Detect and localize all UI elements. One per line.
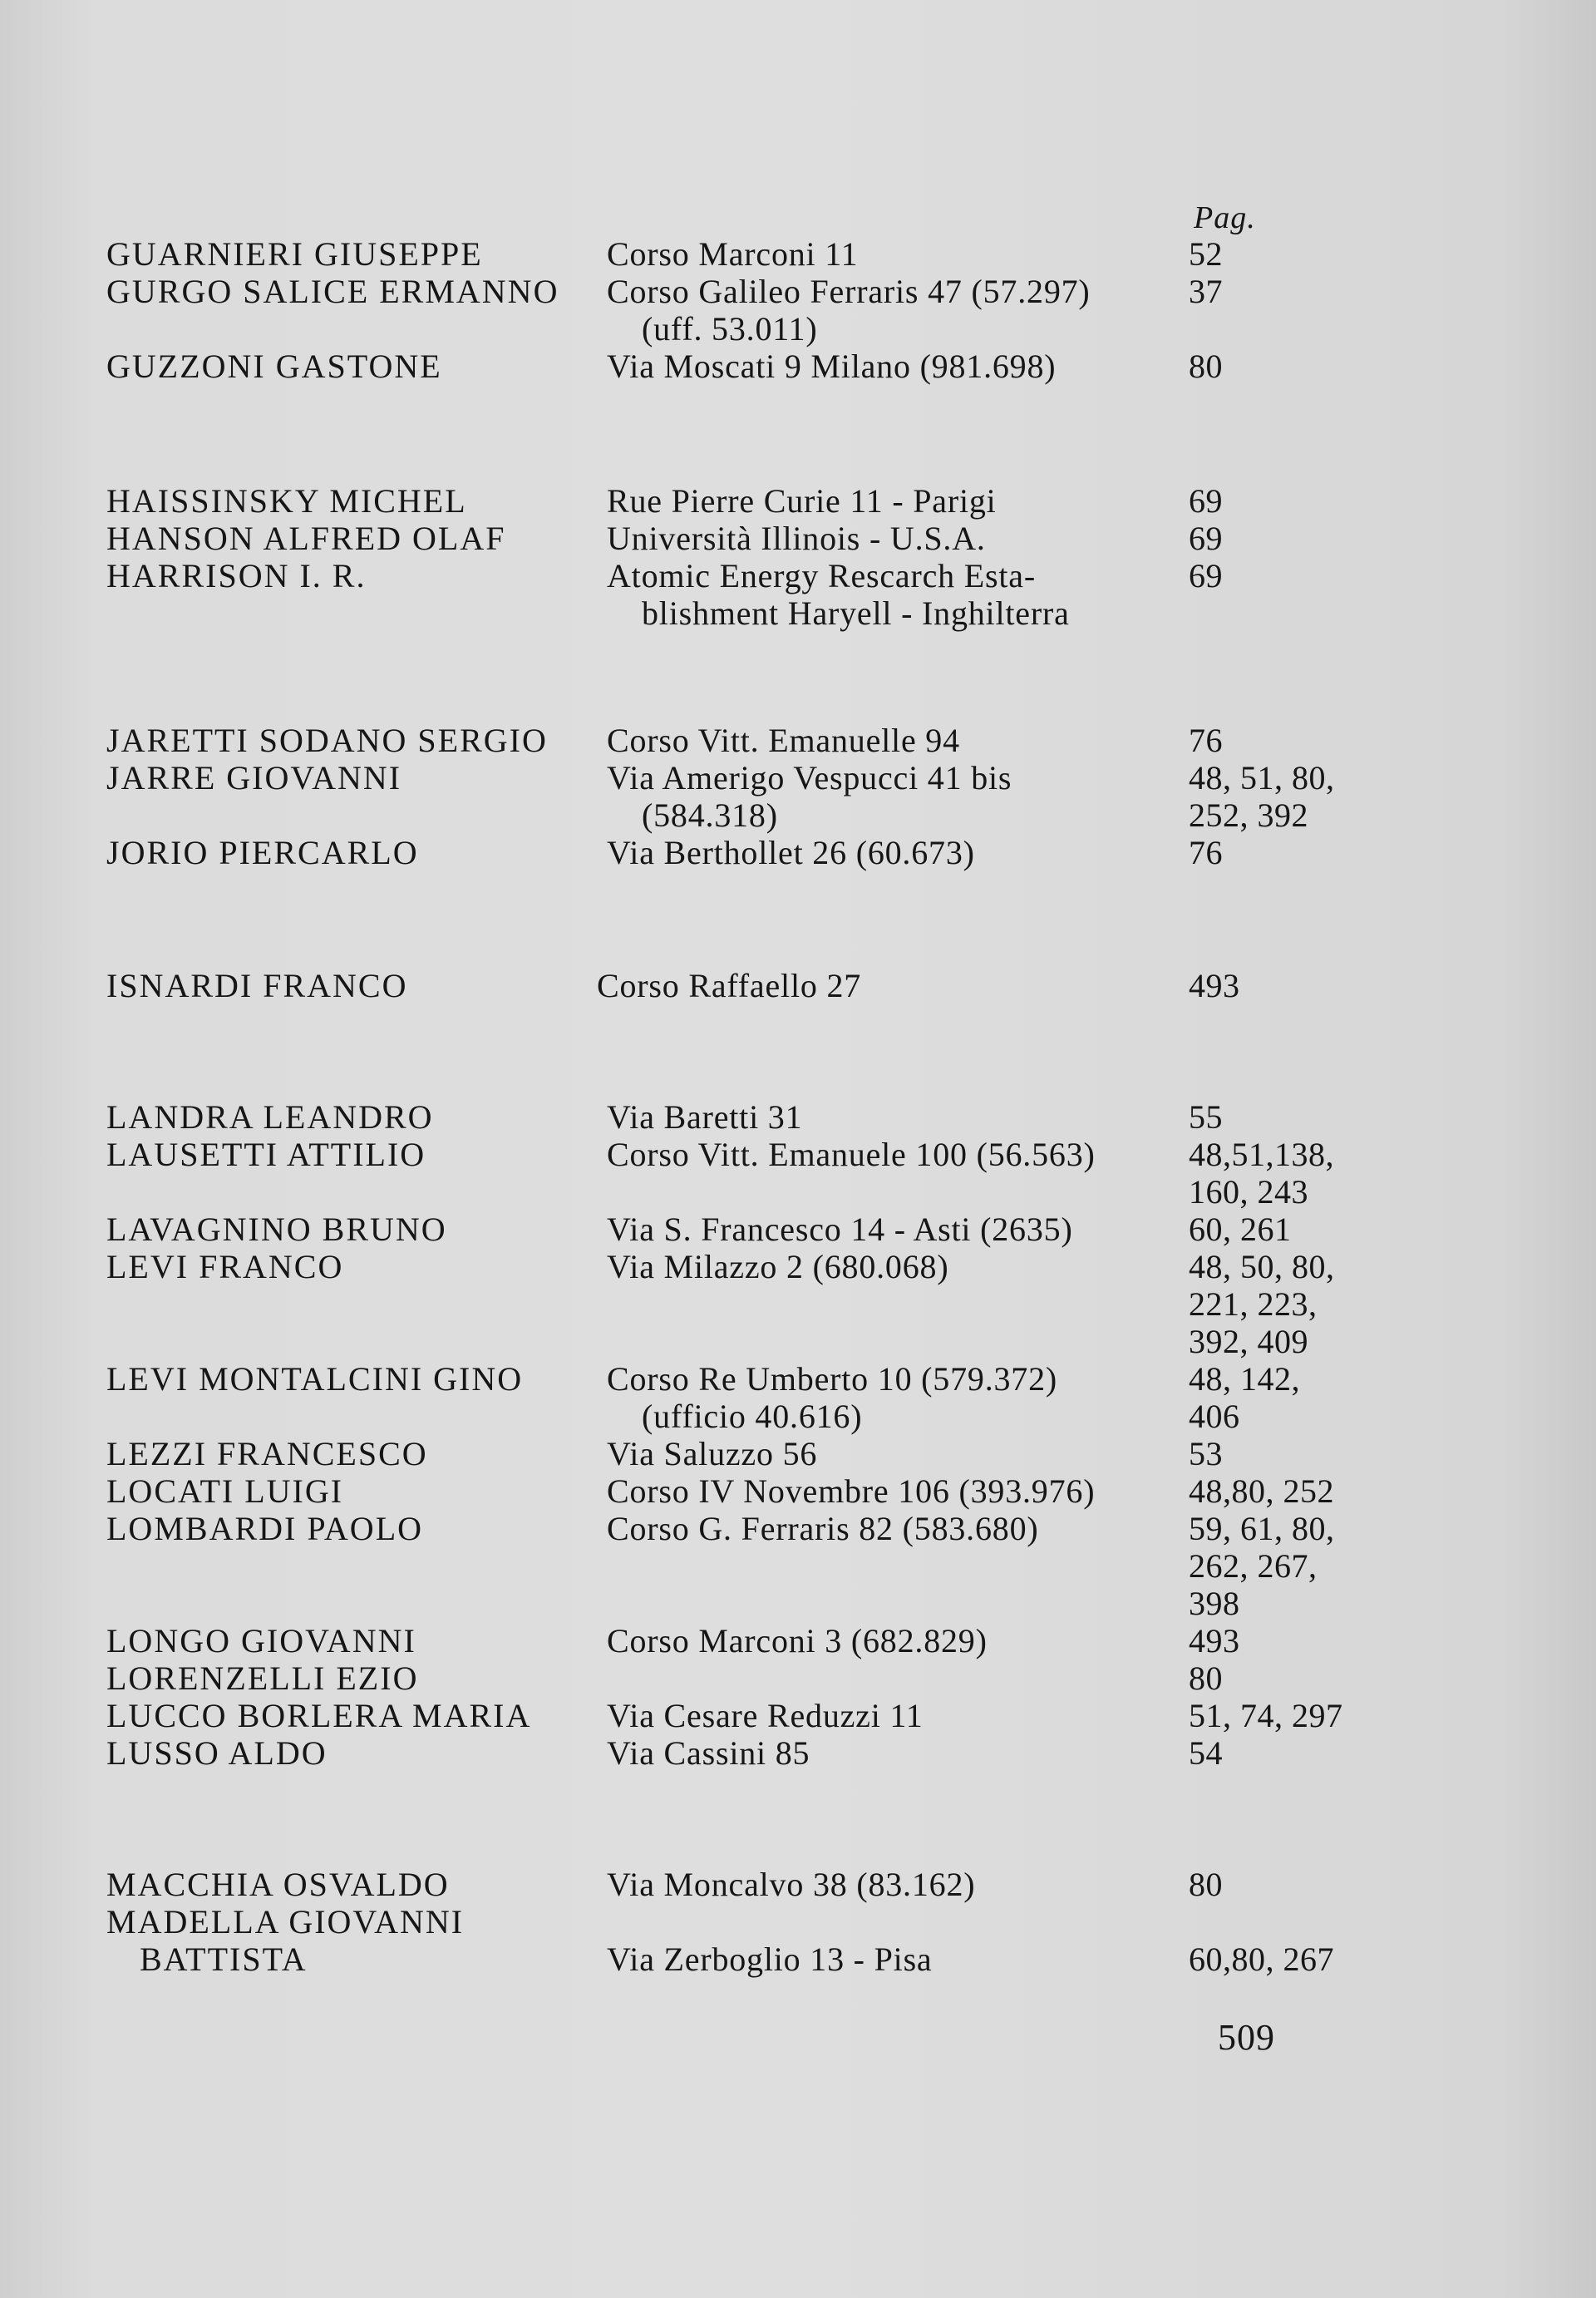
entry-address-line: Corso Marconi 11 (607, 235, 859, 273)
entry-address (607, 1248, 948, 1285)
entry-address-line: Corso Vitt. Emanuele 100 (56.563) (607, 1136, 1096, 1173)
entry-pages (1189, 1866, 1223, 1903)
entry-name (106, 235, 483, 273)
entry-name-line: LEZZI FRANCESCO (106, 1435, 428, 1472)
entry-name-line: GUZZONI GASTONE (106, 348, 442, 385)
entry-address-line: Corso G. Ferraris 82 (583.680) (607, 1510, 1039, 1547)
entry-name (106, 273, 559, 310)
entry-address-line: Università Illinois - U.S.A. (607, 520, 986, 557)
entry-pages-line: 262, 267, (1189, 1547, 1318, 1585)
entry-name (106, 1622, 416, 1659)
entry-address (607, 1510, 1039, 1547)
entry-address-line: Via Berthollet 26 (60.673) (607, 834, 975, 871)
entry-address (607, 1866, 975, 1903)
entry-name (106, 1435, 428, 1472)
entry-address (607, 834, 975, 871)
entry-pages-line: 252, 392 (1189, 796, 1308, 834)
entry-address-line: Via Saluzzo 56 (607, 1435, 818, 1472)
entry-name (106, 967, 408, 1004)
entry-pages-line: 76 (1189, 722, 1223, 759)
entry-name-line: LAVAGNINO BRUNO (106, 1211, 447, 1248)
entry-pages-line: 59, 61, 80, (1189, 1510, 1335, 1547)
entry-address (607, 1697, 924, 1734)
page-number: 509 (1218, 2017, 1275, 2058)
entry-pages (1189, 1248, 1335, 1360)
entry-address-line: Via Cassini 85 (607, 1734, 810, 1772)
entry-name (106, 834, 419, 871)
entry-address-line: Via Cesare Reduzzi 11 (607, 1697, 924, 1734)
entry-address (607, 1360, 1057, 1435)
entry-address (607, 1435, 817, 1472)
entry-pages-line: 37 (1189, 273, 1223, 310)
entry-name (106, 1360, 523, 1398)
entry-name-line: ISNARDI FRANCO (106, 967, 408, 1004)
entry-address-line: Via Milazzo 2 (680.068) (607, 1248, 949, 1285)
entry-address (607, 1622, 988, 1659)
entry-pages (1189, 1472, 1334, 1510)
entry-address-line: Corso Re Umberto 10 (579.372) (607, 1360, 1058, 1398)
entry-address-line: blishment Haryell - Inghilterra (642, 594, 1070, 632)
entry-pages-line: 493 (1189, 967, 1240, 1004)
entry-pages (1189, 1622, 1240, 1659)
entry-address-line: Corso Vitt. Emanuelle 94 (607, 722, 960, 759)
entry-pages-line: 48, 50, 80, (1189, 1248, 1335, 1285)
entry-address-line: Via Zerboglio 13 - Pisa (607, 1940, 933, 1978)
entry-address-line: Corso Raffaello 27 (597, 967, 862, 1004)
entry-pages (1189, 273, 1223, 310)
entry-address-line: (584.318) (642, 796, 778, 834)
entry-address (607, 722, 960, 759)
entry-address-line: Corso IV Novembre 106 (393.976) (607, 1472, 1096, 1510)
entry-pages (1189, 1659, 1223, 1697)
entry-pages-line: 221, 223, (1189, 1285, 1318, 1323)
entry-pages (1189, 1510, 1335, 1622)
entry-pages-line: 80 (1189, 348, 1223, 385)
entry-name-line: HANSON ALFRED OLAF (106, 520, 506, 557)
entry-pages-line: 69 (1189, 482, 1223, 520)
entry-address (607, 557, 1070, 632)
entry-pages (1189, 967, 1240, 1004)
entry-pages-line: 398 (1189, 1585, 1240, 1622)
entry-pages (1189, 1903, 1334, 1978)
entry-address (607, 1211, 1073, 1248)
entry-pages (1189, 1435, 1223, 1472)
entry-pages (1189, 1098, 1223, 1136)
entry-pages (1189, 1697, 1343, 1734)
entry-name (106, 1697, 531, 1734)
entry-name-line: LOMBARDI PAOLO (106, 1510, 424, 1547)
entry-address (597, 967, 861, 1004)
entry-pages (1189, 348, 1223, 385)
entry-name (106, 1510, 423, 1547)
entry-pages-line: 53 (1189, 1435, 1223, 1472)
entry-name-line: LUSSO ALDO (106, 1734, 328, 1772)
entry-name (106, 557, 366, 594)
entry-pages-line: 52 (1189, 235, 1223, 273)
entry-name (106, 1903, 464, 1978)
entry-name-line: LAUSETTI ATTILIO (106, 1136, 426, 1173)
entry-pages-line (1189, 1903, 1334, 1940)
entry-pages (1189, 482, 1223, 520)
entry-address-line: Rue Pierre Curie 11 - Parigi (607, 482, 997, 520)
entry-name (106, 1248, 343, 1285)
entry-name-line: HAISSINSKY MICHEL (106, 482, 467, 520)
entry-pages-line: 54 (1189, 1734, 1223, 1772)
entry-pages-line: 48, 51, 80, (1189, 759, 1335, 796)
entry-pages-line: 406 (1189, 1398, 1240, 1435)
entry-address-line: Via Amerigo Vespucci 41 bis (607, 759, 1012, 796)
entry-name-line: HARRISON I. R. (106, 557, 367, 594)
entry-pages (1189, 1360, 1300, 1435)
entry-address (607, 235, 858, 273)
entry-name (106, 759, 401, 796)
entry-pages (1189, 1211, 1292, 1248)
entry-name-line: GURGO SALICE ERMANNO (106, 273, 559, 310)
entry-address-line: (uff. 53.011) (642, 310, 818, 348)
entry-name-line: MADELLA GIOVANNI (106, 1903, 465, 1940)
entry-address (607, 520, 986, 557)
entry-pages (1189, 235, 1223, 273)
entry-address (607, 273, 1091, 348)
entry-address (607, 1098, 802, 1136)
entry-name-line: GUARNIERI GIUSEPPE (106, 235, 483, 273)
entry-pages (1189, 722, 1223, 759)
entry-pages-line: 493 (1189, 1622, 1240, 1659)
entry-name (106, 1734, 328, 1772)
page-column-header: Pag. (1194, 200, 1256, 235)
entry-pages-line: 55 (1189, 1098, 1223, 1136)
entry-name-line: JARRE GIOVANNI (106, 759, 402, 796)
entry-pages-line: 160, 243 (1189, 1173, 1308, 1211)
entry-pages-line: 392, 409 (1189, 1323, 1308, 1360)
entry-address-line: Corso Galileo Ferraris 47 (57.297) (607, 273, 1091, 310)
entry-name-line: LUCCO BORLERA MARIA (106, 1697, 532, 1734)
entry-pages-line: 80 (1189, 1659, 1223, 1697)
entry-address-line (607, 1903, 933, 1940)
entry-name-line: LANDRA LEANDRO (106, 1098, 434, 1136)
entry-pages-line: 60, 261 (1189, 1211, 1292, 1248)
entry-name (106, 1136, 426, 1173)
entry-name-line: LONGO GIOVANNI (106, 1622, 416, 1659)
entry-address-line: Corso Marconi 3 (682.829) (607, 1622, 988, 1659)
entry-name (106, 348, 442, 385)
entry-pages-line: 48, 142, (1189, 1360, 1300, 1398)
entry-address (607, 482, 997, 520)
entry-address-line: Atomic Energy Rescarch Esta- (607, 557, 1036, 594)
entry-name (106, 1659, 418, 1697)
entry-address (607, 1136, 1096, 1173)
entry-pages (1189, 557, 1223, 594)
entry-name (106, 1098, 434, 1136)
entry-name-line: MACCHIA OSVALDO (106, 1866, 450, 1903)
entry-name-line: LOCATI LUIGI (106, 1472, 344, 1510)
entry-pages-line: 80 (1189, 1866, 1223, 1903)
entry-pages-line: 51, 74, 297 (1189, 1697, 1343, 1734)
entry-pages-line: 60,80, 267 (1189, 1940, 1334, 1978)
entry-name (106, 520, 506, 557)
entry-pages (1189, 1136, 1334, 1211)
entry-address-line: Via Moscati 9 Milano (981.698) (607, 348, 1057, 385)
entry-address-line: Via S. Francesco 14 - Asti (2635) (607, 1211, 1073, 1248)
entry-address (607, 1734, 810, 1772)
entry-name (106, 1211, 447, 1248)
entry-address (607, 1903, 933, 1978)
entry-address (607, 1472, 1095, 1510)
entry-name (106, 482, 467, 520)
entry-name-line: BATTISTA (140, 1940, 308, 1978)
entry-address-line: Via Moncalvo 38 (83.162) (607, 1866, 976, 1903)
entry-name-line: LORENZELLI EZIO (106, 1659, 419, 1697)
entry-address (607, 348, 1056, 385)
entry-pages (1189, 834, 1223, 871)
entry-pages (1189, 520, 1223, 557)
entry-pages-line: 69 (1189, 557, 1223, 594)
entry-pages-line: 69 (1189, 520, 1223, 557)
entry-address-line: (ufficio 40.616) (642, 1398, 863, 1435)
entry-pages (1189, 1734, 1223, 1772)
entry-pages-line: 48,80, 252 (1189, 1472, 1334, 1510)
entry-name-line: JARETTI SODANO SERGIO (106, 722, 548, 759)
entry-pages-line: 76 (1189, 834, 1223, 871)
entry-name-line: LEVI FRANCO (106, 1248, 344, 1285)
entry-name (106, 722, 548, 759)
entry-address-line: Via Baretti 31 (607, 1098, 803, 1136)
entry-address (607, 759, 1012, 834)
entry-name-line: LEVI MONTALCINI GINO (106, 1360, 524, 1398)
entry-name-line: JORIO PIERCARLO (106, 834, 419, 871)
entry-pages (1189, 759, 1335, 834)
entry-name (106, 1472, 343, 1510)
entry-pages-line: 48,51,138, (1189, 1136, 1334, 1173)
entry-name (106, 1866, 450, 1903)
